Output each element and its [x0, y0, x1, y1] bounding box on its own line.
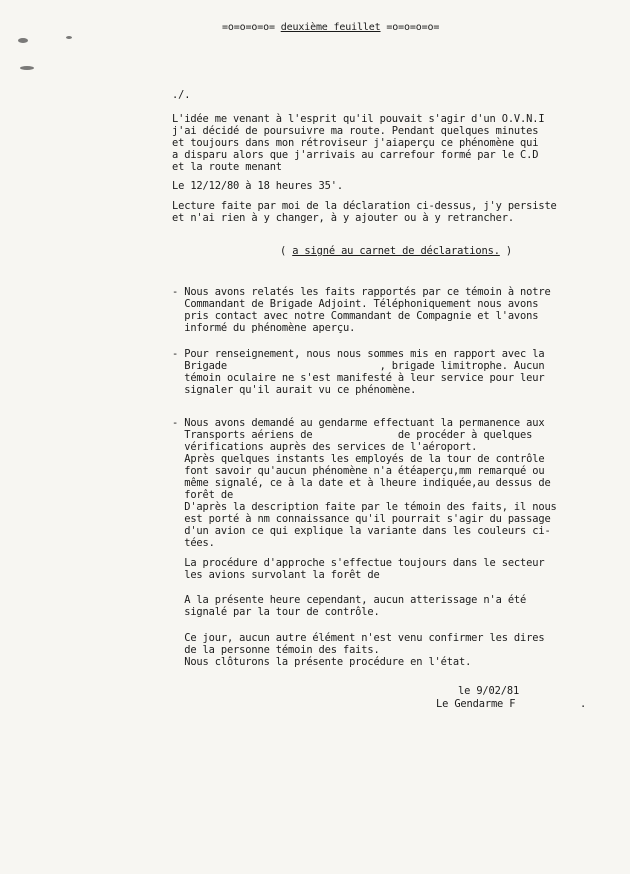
text-line: signalé par la tour de contrôle.	[172, 606, 380, 618]
text-line: Lecture faite par moi de la déclaration ci-dessus, j'y persiste	[172, 200, 557, 212]
scan-smudge	[66, 36, 72, 39]
text-line: - Pour renseignement, nous nous sommes mis en rapport avec la	[172, 348, 545, 360]
text-line: Brigade , brigade limitrophe. Aucun	[172, 360, 545, 372]
signature-dot: .	[580, 698, 587, 710]
text-line: A la présente heure cependant, aucun atterissage n'a été	[172, 594, 527, 606]
text-line: d'un avion ce qui explique la variante dans les couleurs ci-	[172, 525, 551, 537]
text-line: informé du phénomène aperçu.	[172, 322, 356, 334]
text-line: même signalé, ce à la date et à lheure indiquée,au dessus de	[172, 477, 551, 489]
declaration-date: Le 12/12/80 à 18 heures 35'.	[172, 180, 343, 192]
text-line: Commandant de Brigade Adjoint. Téléphoniquement nous avons	[172, 298, 539, 310]
signature-date: le 9/02/81	[458, 685, 520, 697]
text-line: de la personne témoin des faits.	[172, 644, 380, 656]
text-line: et toujours dans mon rétroviseur j'aiaperçu ce phénomène qui	[172, 137, 539, 149]
signed-note: ( a signé au carnet de déclarations. )	[280, 245, 513, 257]
text-line: témoin oculaire ne s'est manifesté à leur service pour leur	[172, 372, 545, 384]
text-line: et la route menant	[172, 161, 282, 173]
scan-smudge	[20, 66, 34, 70]
signature-role: Le Gendarme F	[436, 698, 516, 710]
page-header: =o=o=o=o= deuxième feuillet =o=o=o=o=	[222, 22, 440, 33]
text-line: D'après la description faite par le témoin des faits, il nous	[172, 501, 557, 513]
text-line: tées.	[172, 537, 215, 549]
text-line: Ce jour, aucun autre élément n'est venu confirmer les dires	[172, 632, 545, 644]
text-line: forêt de	[172, 489, 234, 501]
text-line: signaler qu'il aurait vu ce phénomène.	[172, 384, 417, 396]
text-line: les avions survolant la forêt de	[172, 569, 380, 581]
text-line: La procédure d'approche s'effectue toujours dans le secteur	[172, 557, 545, 569]
text-line: pris contact avec notre Commandant de Compagnie et l'avons	[172, 310, 539, 322]
header-title: deuxième feuillet	[280, 22, 381, 33]
text-line: a disparu alors que j'arrivais au carrefour formé par le C.D	[172, 149, 539, 161]
text-line: est porté à nm connaissance qu'il pourrait s'agir du passage	[172, 513, 551, 525]
text-line: font savoir qu'aucun phénomène n'a étéaperçu,mm remarqué ou	[172, 465, 545, 477]
text-line: j'ai décidé de poursuivre ma route. Pendant quelques minutes	[172, 125, 539, 137]
text-line: Transports aériens de de procéder à quelques	[172, 429, 533, 441]
text-line: - Nous avons demandé au gendarme effectuant la permanence aux	[172, 417, 545, 429]
scan-smudge	[18, 38, 28, 43]
text-line: vérifications auprès des services de l'aéroport.	[172, 441, 478, 453]
text-line: - Nous avons relatés les faits rapportés par ce témoin à notre	[172, 286, 551, 298]
text-line: L'idée me venant à l'esprit qu'il pouvait s'agir d'un O.V.N.I	[172, 113, 545, 125]
continuation-mark: ./.	[172, 89, 191, 101]
text-line: et n'ai rien à y changer, à y ajouter ou à y retrancher.	[172, 212, 514, 224]
text-line: Après quelques instants les employés de la tour de contrôle	[172, 453, 545, 465]
text-line: Nous clôturons la présente procédure en l'état.	[172, 656, 472, 668]
